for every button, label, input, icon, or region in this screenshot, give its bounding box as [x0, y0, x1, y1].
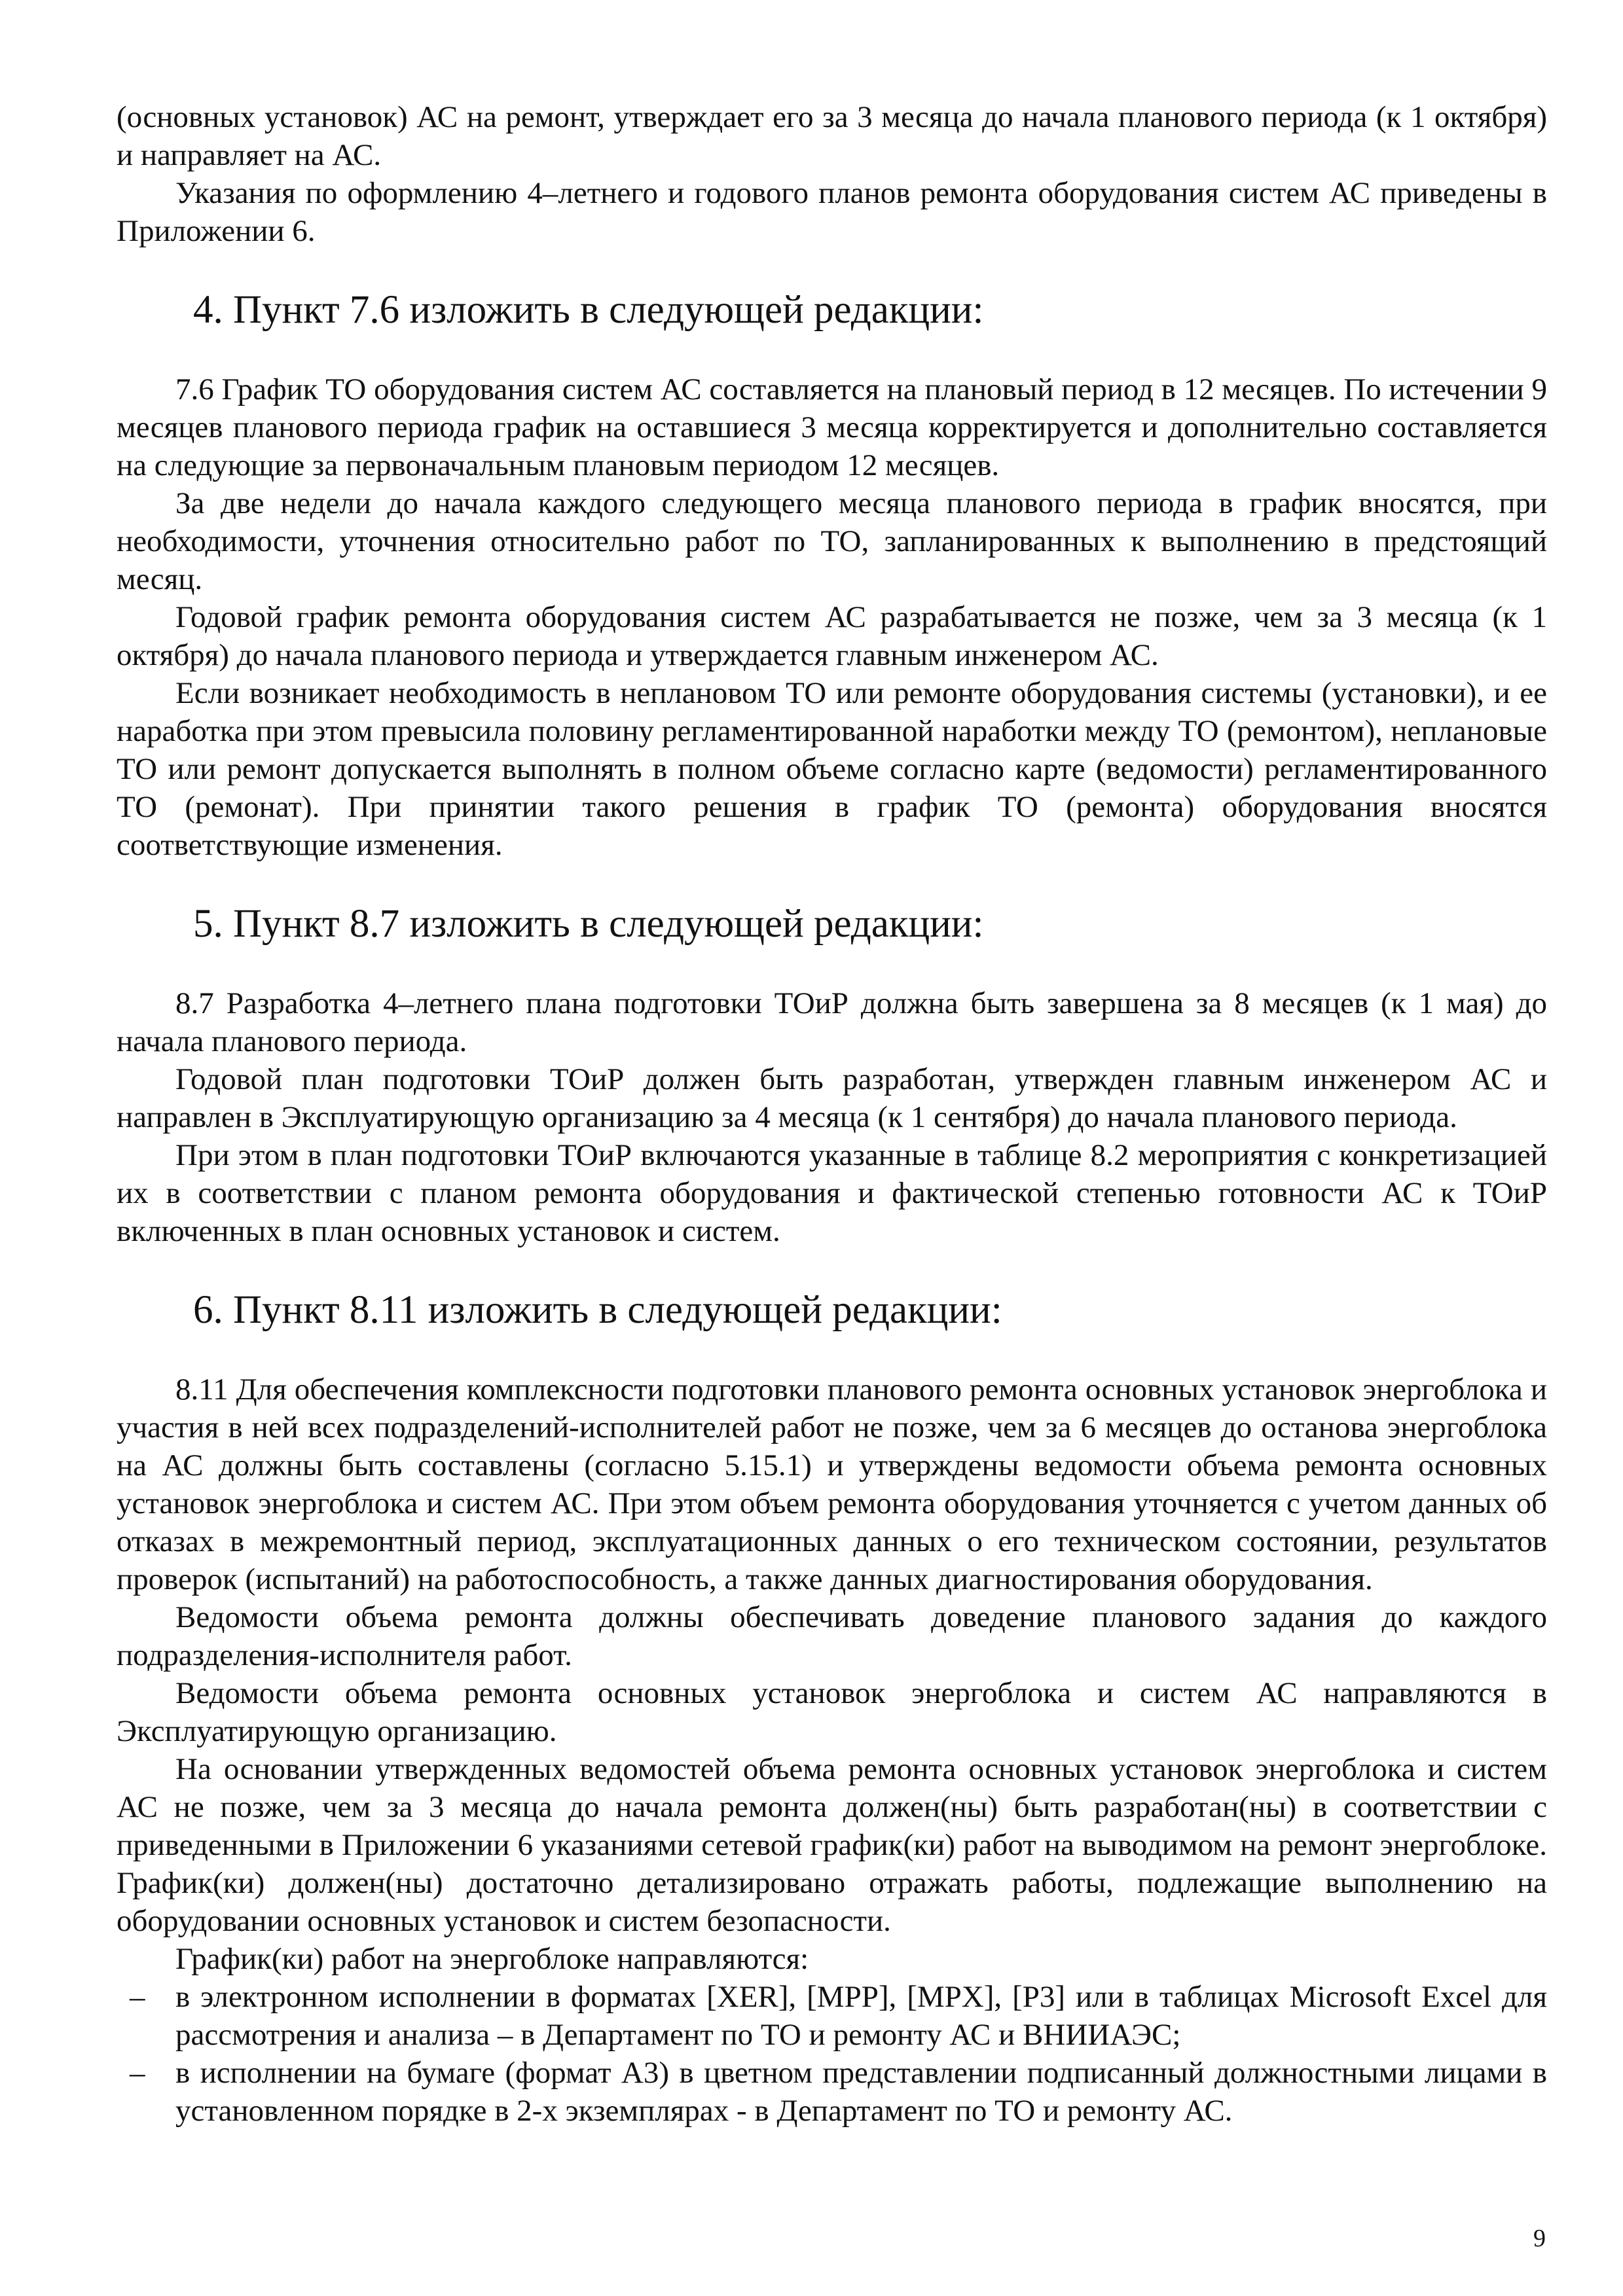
section-heading-5: 5. Пункт 8.7 изложить в следующей редакции: — [193, 902, 984, 946]
list-item — [117, 1978, 1547, 2054]
list-dash-mark: – — [130, 1980, 145, 2014]
paragraph: Указания по оформлению 4–летнего и годового планов ремонта оборудования систем АС приведены в Приложении 6. — [117, 176, 1547, 248]
list-item-text: в исполнении на бумаге (формат А3) в цветном представлении подписанный должностными лицами в установленном порядке в 2-х экземплярах - в Департамент по ТО и ремонту АС. — [175, 2056, 1547, 2128]
paragraph: Если возникает необходимость в неплановом ТО или ремонте оборудования системы (установки), и ее наработка при этом превысила половину регламентированной наработки между ТО (ремонтом), неплановые ТО или ремонт допускается выполнять в полном объеме согласно карте (ведомости) регламентированного ТО (ремонат). При принятии такого решения в график ТО (ремонта) оборудования вносятся соответствующие изменения. — [117, 676, 1547, 862]
list-item — [117, 2054, 1547, 2130]
list-dash-mark: – — [130, 2056, 145, 2090]
list-item-text: в электронном исполнении в форматах [XER], [MPP], [MPX], [P3] или в таблицах Microsoft Excel для рассмотрения и анализа – в Департамент по ТО и ремонту АС и ВНИИАЭС; — [175, 1980, 1547, 2052]
paragraph: График(ки) работ на энергоблоке направляются: — [175, 1942, 809, 1976]
paragraph: При этом в план подготовки ТОиР включаются указанные в таблице 8.2 мероприятия с конкретизацией их в соответствии с планом ремонта оборудования и фактической степенью готовности АС к ТОиР включенных в план основных установок и систем. — [117, 1138, 1547, 1248]
paragraph: 8.11 Для обеспечения комплексности подготовки планового ремонта основных установок энергоблока и участия в ней всех подразделений-исполнителей работ не позже, чем за 6 месяцев до останова энергоблока на АС должны быть составлены (согласно 5.15.1) и утверждены ведомости объема ремонта основных установок энергоблока и систем АС. При этом объем ремонта оборудования уточняется с учетом данных об отказах в межремонтный период, эксплуатационных данных о его техническом состоянии, результатов проверок (испытаний) на работоспособность, а также данных диагностирования оборудования. — [117, 1372, 1547, 1596]
dash-list — [117, 1978, 1547, 2130]
section-heading-4: 4. Пункт 7.6 изложить в следующей редакции: — [193, 288, 984, 332]
paragraph: 8.7 Разработка 4–летнего плана подготовки ТОиР должна быть завершена за 8 месяцев (к 1 мая) до начала планового периода. — [117, 986, 1547, 1058]
page-number: 9 — [1533, 2225, 1546, 2252]
section-heading-6: 6. Пункт 8.11 изложить в следующей редакции: — [193, 1288, 1002, 1332]
paragraph: (основных установок) АС на ремонт, утверждает его за 3 месяца до начала планового периода (к 1 октября) и направляет на АС. — [117, 100, 1547, 172]
paragraph: Годовой график ремонта оборудования систем АС разрабатывается не позже, чем за 3 месяца (к 1 октября) до начала планового периода и утверждается главным инженером АС. — [117, 600, 1547, 672]
paragraph: За две недели до начала каждого следующего месяца планового периода в график вносятся, при необходимости, уточнения относительно работ по ТО, запланированных к выполнению в предстоящий месяц. — [117, 486, 1547, 596]
paragraph: Ведомости объема ремонта основных установок энергоблока и систем АС направляются в Эксплуатирующую организацию. — [117, 1676, 1547, 1748]
paragraph: 7.6 График ТО оборудования систем АС составляется на плановый период в 12 месяцев. По истечении 9 месяцев планового периода график на оставшиеся 3 месяца корректируется и дополнительно составляется на следующие за первоначальным плановым периодом 12 месяцев. — [117, 372, 1547, 482]
paragraph: Ведомости объема ремонта должны обеспечивать доведение планового задания до каждого подразделения-исполнителя работ. — [117, 1600, 1547, 1672]
paragraph: На основании утвержденных ведомостей объема ремонта основных установок энергоблока и систем АС не позже, чем за 3 месяца до начала ремонта должен(ны) быть разработан(ны) в соответствии с приведенными в Приложении 6 указаниями сетевой график(ки) работ на выводимом на ремонт энергоблоке. График(ки) должен(ны) достаточно детализировано отражать работы, подлежащие выполнению на оборудовании основных установок и систем безопасности. — [117, 1752, 1547, 1938]
page-content — [117, 98, 1547, 2130]
paragraph: Годовой план подготовки ТОиР должен быть разработан, утвержден главным инженером АС и направлен в Эксплуатирующую организацию за 4 месяца (к 1 сентября) до начала планового периода. — [117, 1062, 1547, 1134]
